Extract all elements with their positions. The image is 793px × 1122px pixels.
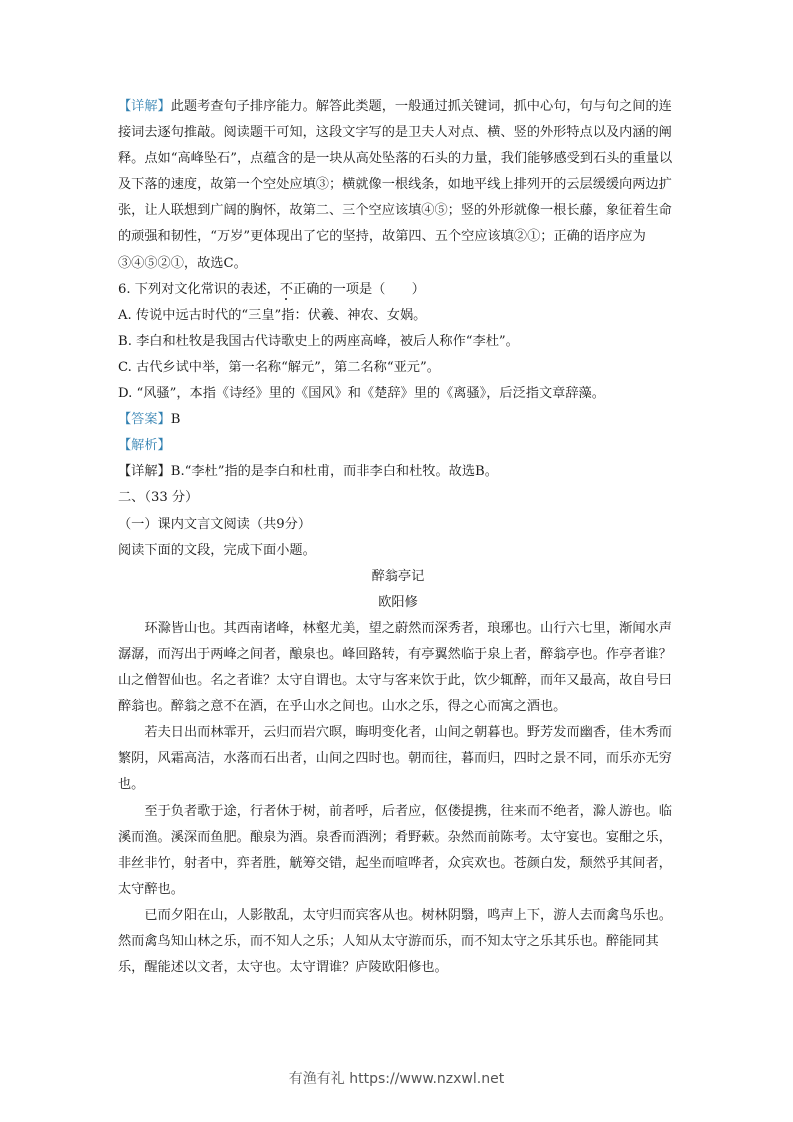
option-a: A. 传说中远古时代的“三皇”指：伏羲、神农、女娲。 bbox=[118, 307, 427, 323]
detail-paragraph-q5 bbox=[118, 94, 678, 277]
reading-instruction: 阅读下面的文段，完成下面小题。 bbox=[118, 542, 316, 558]
section-heading: 二、（33 分） bbox=[118, 490, 199, 506]
passage-title: 醉翁亭记 bbox=[371, 568, 425, 584]
passage-paragraph: 环滁皆山也。其西南诸峰，林壑尤美，望之蔚然而深秀者，琅琊也。山行六七里，渐闻水声潺潺，而泻出于两峰之间者，酿泉也。峰回路转，有亭翼然临于泉上者，醉翁亭也。作亭者谁？山之僧智仙也。名之者谁？太守自谓也。太守与客来饮于此，饮少辄醉，而年又最高，故自号曰醉翁也。醉翁之意不在酒，在乎山水之间也。山水之乐，得之心而寓之酒也。 bbox=[118, 620, 672, 715]
option-c: C. 古代乡试中举，第一名称“解元”，第二名称“亚元”。 bbox=[118, 359, 440, 375]
document-page bbox=[118, 94, 678, 981]
page-footer: 有渔有礼 https://www.nzxwl.net bbox=[288, 1071, 505, 1087]
detail-paragraph-q6 bbox=[118, 459, 678, 485]
detail-text: B.“李杜”指的是李白和杜甫，而非李白和杜牧。故选B。 bbox=[170, 464, 498, 480]
detail-text: 此题考查句子排序能力。解答此类题，一般通过抓关键词，抓中心句，句与句之间的连接词去逐句推敲。阅读题干可知，这段文字写的是卫夫人对点、横、竖的外形特点以及内涵的阐释。点如“高峰坠石”，点蕴含的是一块从高处坠落的石头的力量，我们能够感受到石头的重量以及下落的速度，故第一个空处应填③；横就像一根线条，如地平线上排列开的云层缓缓向两边扩张，让人联想到广阔的胸怀，故第二、三个空应该填④⑤；竖的外形就像一根长藤，象征着生命的顽强和韧性，“万岁”更体现出了它的坚持，故第四、五个空应该填②①；正确的语序应为③④⑤②①，故选C。 bbox=[118, 99, 673, 271]
detail-tag: 【详解】 bbox=[118, 99, 171, 114]
answer-line bbox=[118, 407, 678, 433]
passage-paragraph: 若夫日出而林霏开，云归而岩穴暝，晦明变化者，山间之朝暮也。野芳发而幽香，佳木秀而繁阴，风霜高洁，水落而石出者，山间之四时也。朝而往，暮而归，四时之景不同，而乐亦无穷也。 bbox=[118, 725, 672, 793]
passage-paragraph: 已而夕阳在山，人影散乱，太守归而宾客从也。树林阴翳，鸣声上下，游人去而禽鸟乐也。然而禽鸟知山林之乐，而不知人之乐；人知从太守游而乐，而不知太守之乐其乐也。醉能同其乐，醒能述以文者，太守也。太守谓谁？庐陵欧阳修也。 bbox=[118, 907, 672, 976]
section-subheading: （一）课内文言文阅读（共9分） bbox=[118, 516, 312, 532]
analysis-line bbox=[118, 433, 678, 459]
answer-value: B bbox=[170, 412, 181, 428]
passage-author: 欧阳修 bbox=[378, 594, 418, 610]
analysis-tag: 【解析】 bbox=[118, 438, 171, 454]
option-d: D. “风骚”，本指《诗经》里的《国风》和《楚辞》里的《离骚》，后泛指文章辞藻。 bbox=[118, 386, 605, 402]
option-b: B. 李白和杜牧是我国古代诗歌史上的两座高峰，被后人称作“李杜”。 bbox=[118, 333, 519, 349]
question-6-stem: 6. 下列对文化常识的表述，不正确的一项是（ ） bbox=[118, 281, 425, 297]
detail-tag: 【详解】 bbox=[118, 464, 171, 480]
answer-tag: 【答案】 bbox=[118, 412, 171, 428]
emphasis-dot-char: 不 bbox=[279, 281, 294, 297]
passage-paragraph: 至于负者歌于途，行者休于树，前者呼，后者应，伛偻提携，往来而不绝者，滁人游也。临溪而渔。溪深而鱼肥。酿泉为酒。泉香而酒洌；肴野蔌。杂然而前陈考。太守宴也。宴酣之乐，非丝非竹，射者中，弈者胜，觥筹交错，起坐而喧哗者，众宾欢也。苍颜白发，颓然乎其间者，太守醉也。 bbox=[118, 803, 672, 897]
